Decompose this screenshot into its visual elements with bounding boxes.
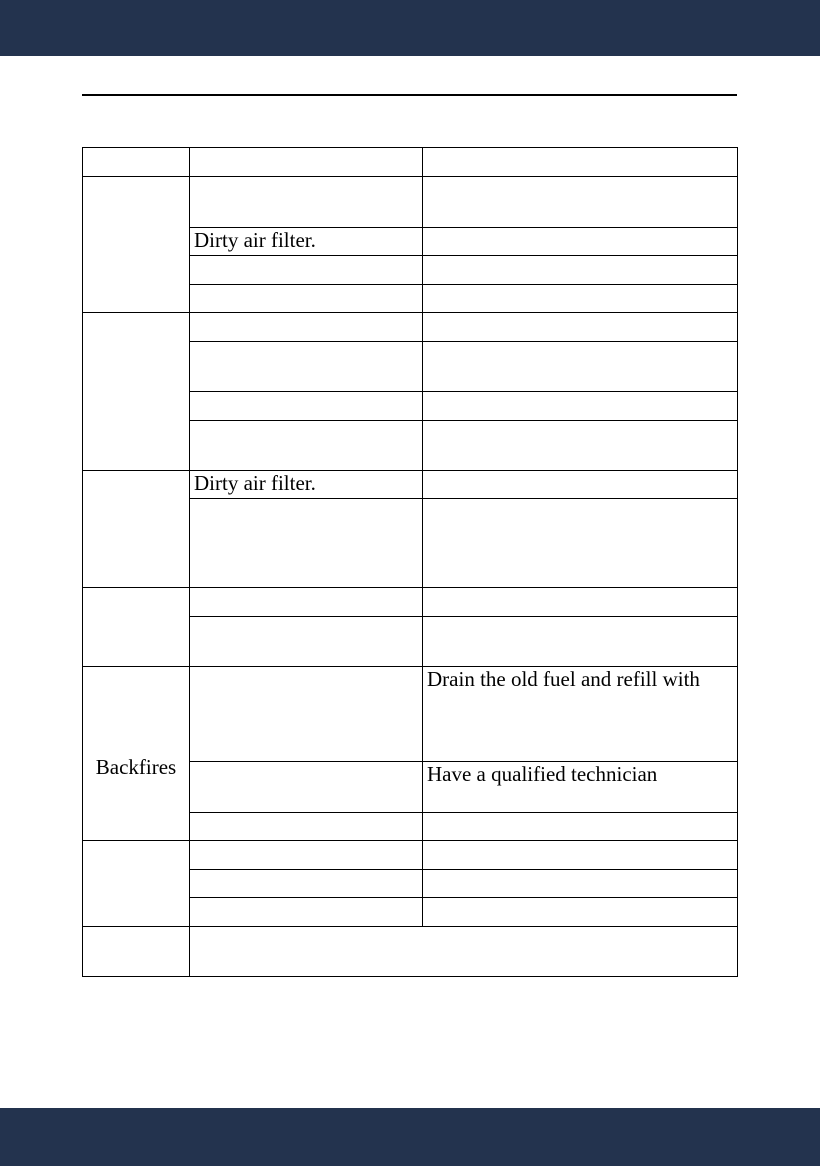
header-band <box>0 0 820 56</box>
merged-cell <box>190 927 738 977</box>
problem-cell <box>83 588 190 667</box>
problem-cell <box>83 841 190 927</box>
remedy-cell <box>423 285 738 313</box>
footer-band <box>0 1108 820 1166</box>
cause-cell: Dirty air filter. <box>190 471 423 499</box>
cause-cell <box>190 813 423 841</box>
table-row <box>83 667 738 762</box>
remedy-cell <box>423 392 738 421</box>
remedy-cell <box>423 841 738 870</box>
problem-cell <box>83 471 190 588</box>
problem-cell <box>83 148 190 177</box>
table-row <box>83 177 738 228</box>
cause-cell <box>190 617 423 667</box>
cause-cell <box>190 499 423 588</box>
cause-cell <box>190 870 423 898</box>
cause-cell <box>190 588 423 617</box>
cause-cell <box>190 313 423 342</box>
problem-cell <box>83 177 190 313</box>
remedy-cell <box>423 898 738 927</box>
table-row <box>83 313 738 342</box>
remedy-cell: Have a qualified technician <box>423 762 738 813</box>
cause-cell <box>190 256 423 285</box>
remedy-cell <box>423 256 738 285</box>
problem-cell <box>83 313 190 471</box>
remedy-cell <box>423 342 738 392</box>
cause-cell <box>190 285 423 313</box>
remedy-cell <box>423 499 738 588</box>
remedy-cell <box>423 177 738 228</box>
problem-cell: Backfires <box>83 667 190 841</box>
table-row <box>83 471 738 499</box>
remedy-cell: Drain the old fuel and refill with <box>423 667 738 762</box>
troubleshooting-table <box>82 147 738 977</box>
remedy-cell <box>423 313 738 342</box>
cause-cell <box>190 148 423 177</box>
remedy-cell <box>423 228 738 256</box>
cause-cell <box>190 667 423 762</box>
table-row <box>83 588 738 617</box>
cause-cell <box>190 898 423 927</box>
troubleshooting-table-body <box>83 148 738 977</box>
problem-cell <box>83 927 190 977</box>
remedy-cell <box>423 617 738 667</box>
remedy-cell <box>423 870 738 898</box>
header-rule <box>82 94 737 96</box>
table-row <box>83 148 738 177</box>
cause-cell: Dirty air filter. <box>190 228 423 256</box>
remedy-cell <box>423 148 738 177</box>
cause-cell <box>190 342 423 392</box>
cause-cell <box>190 762 423 813</box>
cause-cell <box>190 421 423 471</box>
cause-cell <box>190 392 423 421</box>
remedy-cell <box>423 471 738 499</box>
table-row <box>83 927 738 977</box>
remedy-cell <box>423 813 738 841</box>
table-row <box>83 841 738 870</box>
remedy-cell <box>423 421 738 471</box>
cause-cell <box>190 841 423 870</box>
remedy-cell <box>423 588 738 617</box>
cause-cell <box>190 177 423 228</box>
